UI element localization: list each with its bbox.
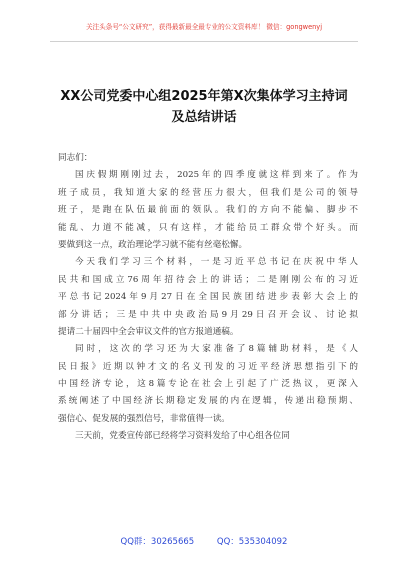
- document-body: [58, 150, 358, 446]
- title-line-1: XX公司党委中心组2025年第X次集体学习主持词: [60, 89, 348, 104]
- body-line: 今天我们学习三个材料，一是习近平总书记在庆祝中华人: [75, 257, 358, 268]
- header-note: 关注头条号“公文研究”，获得最新最全最专业的公文资料库！ 微信：gongwenyj: [85, 23, 323, 31]
- header-divider: [50, 41, 358, 42]
- body-line: 中国经济专论，这8篇专论在社会上引起了广泛热议，更深入: [58, 379, 358, 390]
- body-line: 强信心、促发展的强烈信号，非常值得一读。: [58, 413, 230, 424]
- footer-qq: QQ：535304092: [216, 537, 288, 547]
- body-line: 要做到这一点，政治理论学习就不能有丝毫松懈。: [58, 239, 248, 250]
- title-line-2: 及总结讲话: [171, 110, 237, 125]
- salutation: 同志们：: [58, 153, 93, 163]
- body-line: 班子，是跑在队伍最前面的领队。我们的方向不能偏、脚步不: [58, 205, 358, 216]
- body-line: 系统阐述了中国经济长期稳定发展的内在逻辑，传递出稳预期、: [58, 396, 358, 407]
- body-line: 国庆假期刚刚过去，2025年的四季度就这样到来了。作为: [75, 170, 358, 181]
- document-title: [40, 86, 368, 128]
- body-line: 平总书记2024年9月27日在全国民族团结进步表彰大会上的: [58, 292, 358, 303]
- body-line: 民共和国成立76周年招待会上的讲话；二是刚刚公布的习近: [58, 274, 358, 285]
- body-line: 能乱、力道不能减，只有这样，才能给员工群众带个好头。而: [58, 222, 358, 233]
- footer-contact: [0, 535, 408, 547]
- footer-qq-group: QQ群：30265665: [120, 537, 195, 547]
- body-line: 三天前，党委宣传部已经将学习资料发给了中心组各位同: [75, 431, 290, 442]
- body-line: 班子成员，我知道大家的经营压力很大，但我们是公司的领导: [58, 187, 358, 198]
- body-line: 民日报》近期以钟才文的名义刊发的习近平经济思想指引下的: [58, 361, 358, 372]
- body-line: 提请二十届四中全会审议文件的官方报道通稿。: [58, 326, 239, 337]
- body-line: 部分讲话；三是中共中央政治局9月29日召开会议、讨论拟: [58, 309, 358, 320]
- body-line: 同时，这次的学习还为大家准备了8篇辅助材料，是《人: [75, 344, 358, 355]
